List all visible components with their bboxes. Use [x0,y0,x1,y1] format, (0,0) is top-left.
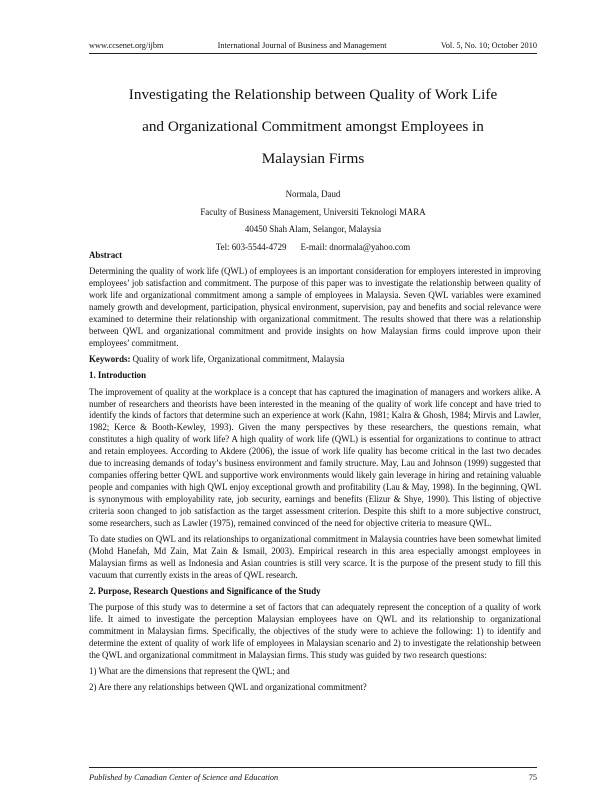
paper-title [89,79,537,175]
paper-body [89,250,541,699]
running-footer [89,773,537,782]
section-2-heading: 2. Purpose, Research Questions and Significance of the Study [89,585,321,596]
title-line-2: and Organizational Commitment amongst Employees in [142,118,484,135]
section-2-paragraph-1: The purpose of this study was to determine a set of factors that can adequately represent the conception of a quality of work life. It aimed to investigate the perception Malaysian employees have on QWL and its relationship to organizational commitment in Malaysian firms. Specifically, the objectives of the study were to achieve the following: 1) to identify and determine the extent of quality of work life of employees in Malaysian scenario and 2) to investigate the relationship between the QWL and organizational commitment in Malaysian firms. This study was guided by two research questions: [89,602,541,660]
abstract-text: Determining the quality of work life (QWL) of employees is an important consideration for employers interested in improving employees’ job satisfaction and commitment. The purpose of this paper was to investigate the relationship between quality of work life and organizational commitment among a sample of employees in Malaysia. Seven QWL variables were examined namely growth and development, participation, physical environment, supervision, pay and benefits and social relevance were examined to determine their relationship with organizational commitment. The results showed that there was a relationship between QWL and organizational commitment and provide insights on how Malaysian firms could improve upon their employees’ commitment. [89,266,541,348]
title-line-3: Malaysian Firms [261,150,365,167]
author-affiliation: Faculty of Business Management, Universiti Teknologi MARA [200,206,426,217]
author-email: E-mail: dnormala@yahoo.com [300,241,411,252]
running-header [89,41,537,50]
page-number: 75 [528,773,537,782]
section-1-paragraph-1: The improvement of quality at the workplace is a concept that has captured the imagination of managers and workers alike. A number of researchers and theorists have been interested in the meaning of the quality of work life concept and have tried to identify the kinds of factors that determine such an experience at work (Kahn, 1981; Kalra & Ghosh, 1984; Mirvis and Lawler, 1982; Kerce & Booth-Kewley, 1993). Given the many perspectives by these researchers, the questions remain, what constitutes a high quality of work life? A high quality of work life (QWL) is essential for organizations to continue to attract and retain employees. According to Akdere (2006), the issue of work life quality has become critical in the last two decades due to increasing demands of today’s business environment and family structure. May, Lau and Johnson (1999) suggested that companies offering better QWL and supportive work environments would likely gain leverage in hiring and retaining valuable people and companies with high QWL enjoy exceptional growth and profitability (Lau & May, 1998). In the beginning, QWL is synonymous with employability rate, job security, earnings and benefits (Elizur & Shye, 1990). This listing of objective criteria soon changed to job satisfaction as the target assessment criterion. Despite this shift to a more subjective construct, some researchers, such as Lawler (1975), remained convinced of the need for objective criteria to measure QWL. [89,386,541,528]
section-1-heading: 1. Introduction [89,370,147,381]
publisher-line: Published by Canadian Center of Science and Education [89,773,279,782]
header-rule [89,53,537,54]
footer-rule [89,767,537,768]
journal-website: www.ccsenet.org/ijbm [89,41,164,50]
author-block [89,186,537,256]
keywords-text: Quality of work life, Organizational commitment, Malaysia [130,354,345,365]
keywords-label: Keywords: [89,354,131,365]
keywords [89,354,541,366]
author-name: Normala, Daud [285,189,341,199]
research-question-1: 1) What are the dimensions that represent the QWL; and [89,666,290,677]
title-line-1: Investigating the Relationship between Quality of Work Life [128,86,498,103]
author-address: 40450 Shah Alam, Selangor, Malaysia [244,224,382,235]
author-telephone: Tel: 603-5544-4729 [215,241,287,252]
abstract-heading: Abstract [89,250,123,260]
section-1-paragraph-2: To date studies on QWL and its relationships to organizational commitment in Malaysia countries have been somewhat limited (Mohd Hanefah, Md Zain, Mat Zain & Ismail, 2003). Empirical research in this area especially amongst employees in Malaysian firms as well as Indonesia and Asian countries is still very scarce. It is the purpose of the present study to fill this vacuum that currently exists in the areas of QWL research. [89,533,541,580]
journal-volume: Vol. 5, No. 10; October 2010 [440,41,537,50]
journal-name: International Journal of Business and Management [217,41,387,50]
research-question-2: 2) Are there any relationships between QWL and organizational commitment? [89,682,367,693]
